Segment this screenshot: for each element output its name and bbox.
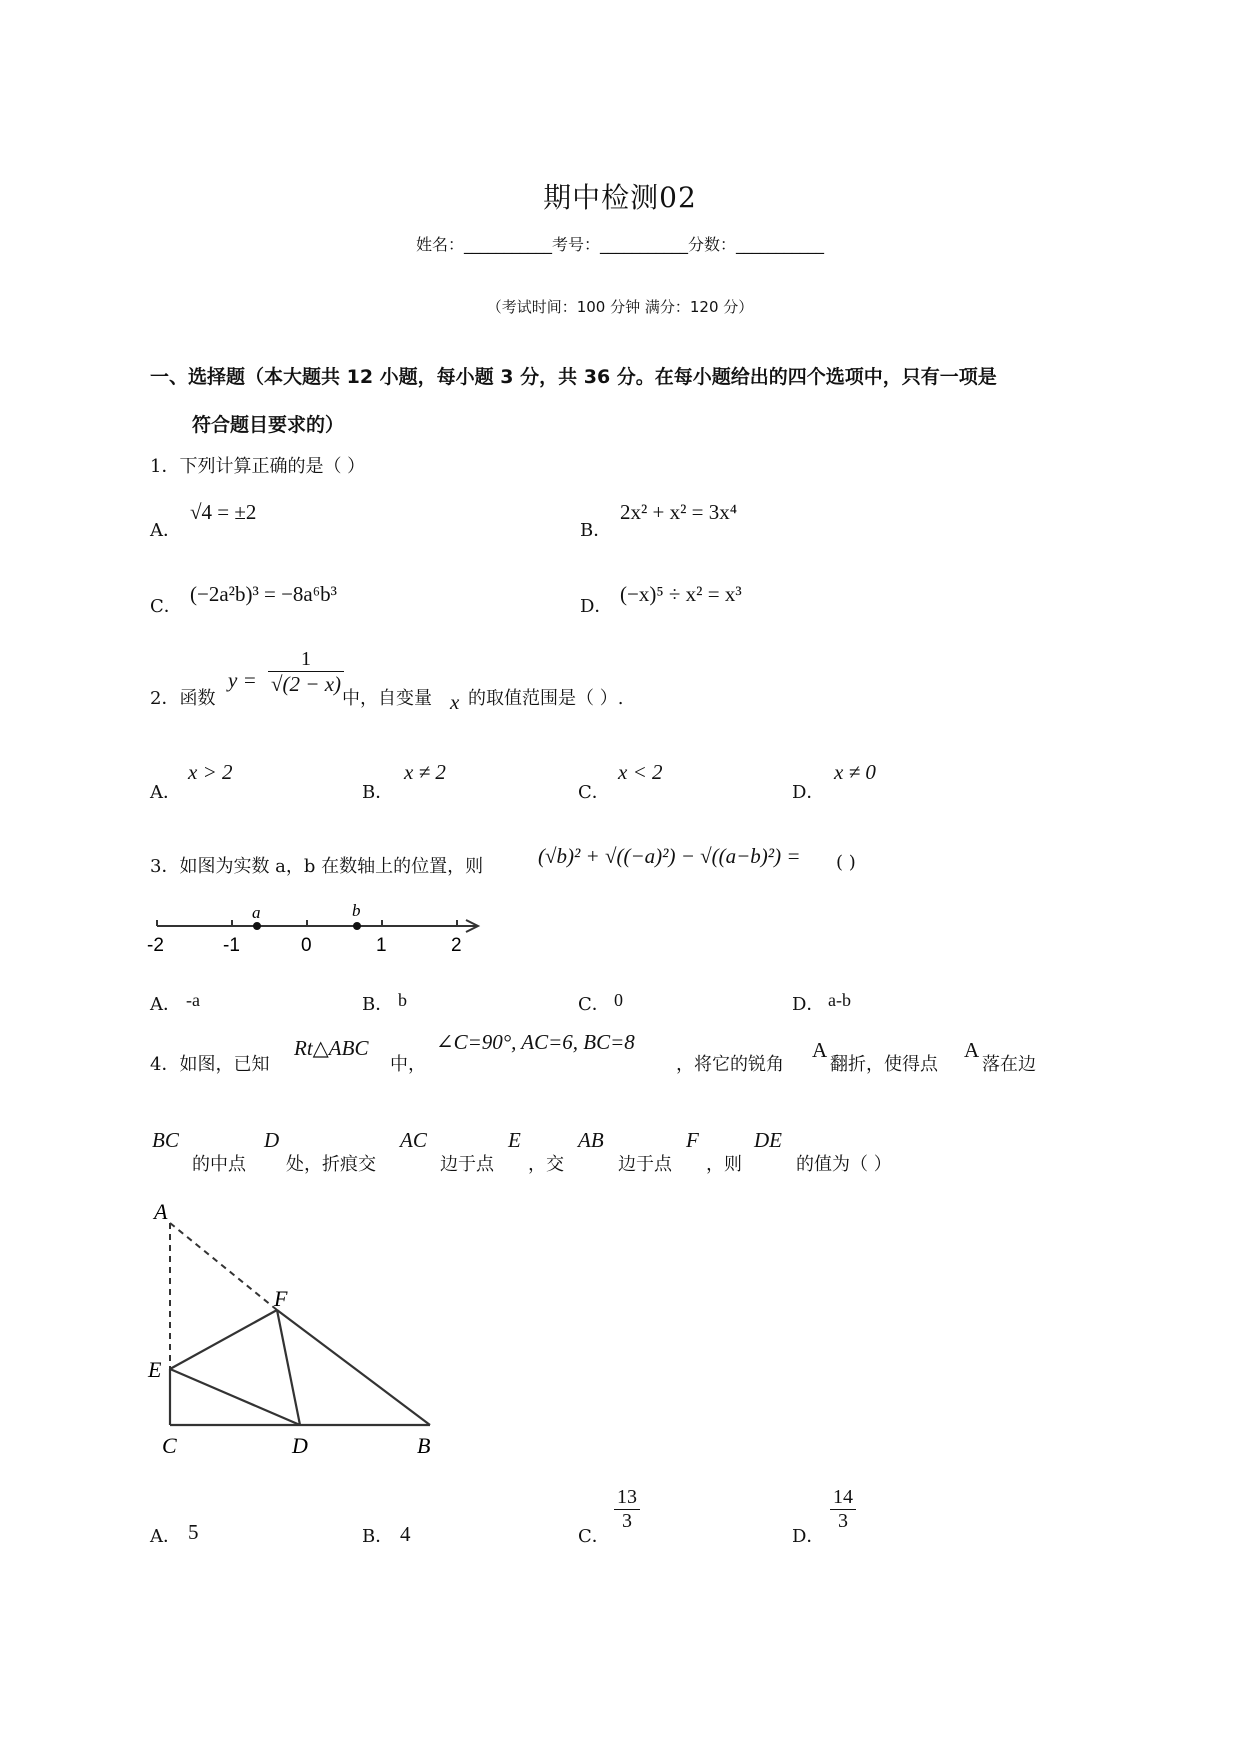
q4-de: DE [754,1128,782,1152]
q4-line1-e: 落在边 [982,1054,1036,1075]
q3-paren: ( ) [836,852,856,873]
q2-option-a-expr: x > 2 [188,760,233,784]
q4-bc: BC [152,1128,179,1152]
q4-line2-c: 边于点 [440,1154,494,1175]
q4-option-a-expr: 5 [188,1520,199,1544]
point-b-label: b [352,901,361,920]
q2-frac-den: √(2 − x) [271,672,342,696]
question-1-stem: 1．下列计算正确的是（ ） [150,456,366,477]
tick-label-neg1: -1 [223,935,240,956]
tick-label-neg2: -2 [147,935,164,956]
q2-tail: 的取值范围是（ ）. [468,688,624,709]
section-heading: 一、选择题（本大题共 12 小题，每小题 3 分，共 36 分。在每小题给出的四个选项中，只有一项是 [150,366,997,388]
q3-option-b-expr: b [398,990,407,1010]
q3-expression: (√b)² + √((−a)²) − √((a−b)²) = [538,844,801,868]
q4-ac: AC [400,1128,427,1152]
q1-option-b-label: B． [580,520,612,541]
q3-option-d-expr: a-b [828,990,851,1010]
q4-line1-c: ，将它的锐角 [676,1054,784,1075]
q1-option-a-expr: √4 = ±2 [190,500,257,524]
q4-option-c-num: 13 [614,1486,640,1510]
point-b-dot [353,922,361,930]
q2-option-c-label: C． [578,782,610,803]
q1-option-c-expr: (−2a²b)³ = −8a⁶b³ [190,582,337,606]
question-3-stem: 3．如图为实数 a，b 在数轴上的位置，则 [150,856,484,877]
q1-option-d-expr: (−x)⁵ ÷ x² = x³ [620,582,742,606]
q4-option-c-den: 3 [622,1510,632,1532]
q4-line2-a: 的中点 [192,1154,246,1175]
student-info-line: 姓名：___________考号：___________分数：___________ [415,235,824,254]
tick-label-1: 1 [376,935,387,956]
q4-option-a-label: A． [150,1526,181,1547]
q4-option-d-fraction [830,1486,856,1533]
q2-option-c-expr: x < 2 [618,760,663,784]
q3-option-b-label: B． [362,994,394,1015]
q4-option-d-label: D． [792,1526,825,1547]
dashed-segment-af [170,1223,277,1310]
q1-option-b-expr: 2x² + x² = 3x⁴ [620,500,738,524]
triangle-fold-figure [140,1195,460,1465]
q2-option-d-label: D． [792,782,825,803]
exam-time-line: （考试时间：100 分钟 满分：120 分） [486,298,754,316]
segment-fb [277,1310,430,1425]
fig-label-a: A [154,1199,168,1224]
q1-option-d-label: D． [580,596,613,617]
q4-line1-start: 4．如图，已知 [150,1054,270,1075]
q3-option-c-label: C． [578,994,610,1015]
number-line-figure [140,900,490,960]
q3-option-d-label: D． [792,994,825,1015]
segment-ed [170,1369,300,1425]
fig-label-b: B [417,1433,431,1458]
q4-f: F [686,1128,699,1152]
q2-option-b-label: B． [362,782,394,803]
tick-label-2: 2 [451,935,462,956]
fig-label-e: E [148,1357,162,1382]
q4-line1-d: 翻折，使得点 [830,1054,938,1075]
q4-option-d-den: 3 [838,1510,848,1532]
q4-point-a-1: A [812,1038,828,1062]
point-a-dot [253,922,261,930]
fig-label-d: D [292,1433,308,1458]
q4-line1-mid: 中， [390,1054,426,1075]
q3-option-a-label: A． [150,994,181,1015]
q4-option-d-num: 14 [830,1486,856,1510]
q2-var: x [450,690,460,714]
q4-option-c-label: C． [578,1526,610,1547]
tick-label-0: 0 [301,935,312,956]
page-title: 期中检测02 [543,181,697,214]
q2-lhs: y = [228,668,257,692]
q4-ab: AB [578,1128,604,1152]
segment-ef [170,1310,277,1369]
q4-line2-b: 处，折痕交 [286,1154,376,1175]
q3-option-c-expr: 0 [614,990,623,1010]
q4-point-a-2: A [964,1038,980,1062]
q2-option-d-expr: x ≠ 0 [834,760,876,784]
q3-option-a-expr: -a [186,990,200,1010]
q4-option-c-fraction [614,1486,640,1533]
q4-e: E [508,1128,521,1152]
q1-option-a-label: A． [150,520,181,541]
q4-triangle: Rt△ABC [294,1036,369,1060]
question-2-number: 2．函数 [150,688,216,709]
q4-line2-d: ，交 [528,1154,564,1175]
fig-label-f: F [274,1286,288,1311]
segment-fd [277,1310,300,1425]
q4-option-b-label: B． [362,1526,394,1547]
q2-option-a-label: A． [150,782,181,803]
q2-frac-num: 1 [268,648,344,672]
q4-line2-f: ，则 [706,1154,742,1175]
q1-option-c-label: C． [150,596,182,617]
q4-condition: ∠C=90°, AC=6, BC=8 [436,1030,635,1054]
q2-option-b-expr: x ≠ 2 [404,760,446,784]
q2-fraction [268,648,344,697]
q4-d: D [264,1128,280,1152]
q4-line2-e: 边于点 [618,1154,672,1175]
q4-line2-g: 的值为（ ） [796,1154,892,1175]
point-a-label: a [252,903,261,922]
section-heading-cont: 符合题目要求的） [192,414,345,436]
fig-label-c: C [162,1433,177,1458]
q4-option-b-expr: 4 [400,1522,411,1546]
q2-mid-text: 中，自变量 [342,688,432,709]
